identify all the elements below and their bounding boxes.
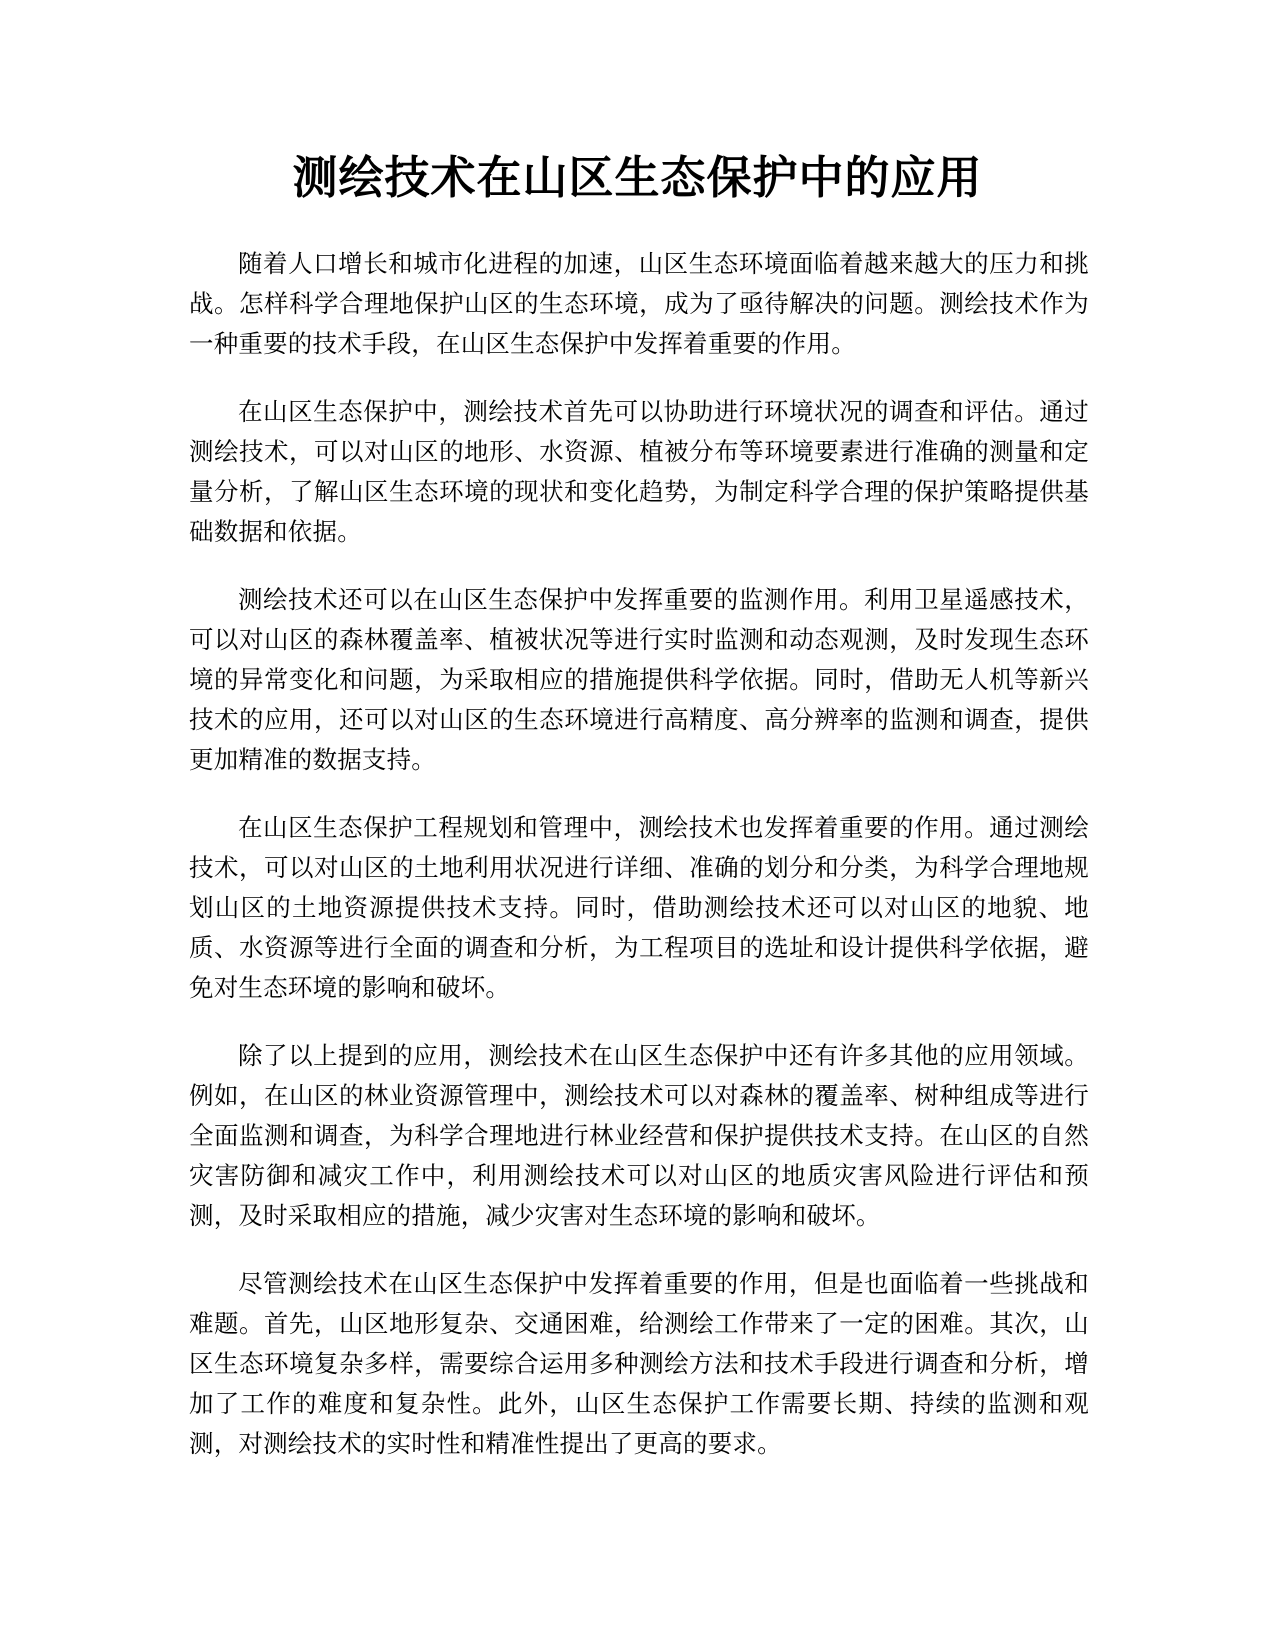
paragraph: 测绘技术还可以在山区生态保护中发挥重要的监测作用。利用卫星遥感技术，可以对山区的森林覆盖率、植被状况等进行实时监测和动态观测，及时发现生态环境的异常变化和问题，为采取相应的措施提供科学依据。同时，借助无人机等新兴技术的应用，还可以对山区的生态环境进行高精度、高分辨率的监测和调查，提供更加精准的数据支持。: [189, 585, 1089, 774]
document-body: [189, 244, 1089, 1492]
paragraph: 在山区生态保护工程规划和管理中，测绘技术也发挥着重要的作用。通过测绘技术，可以对山区的土地利用状况进行详细、准确的划分和分类，为科学合理地规划山区的土地资源提供技术支持。同时，借助测绘技术还可以对山区的地貌、地质、水资源等进行全面的调查和分析，为工程项目的选址和设计提供科学依据，避免对生态环境的影响和破坏。: [189, 813, 1089, 1002]
paragraph: 随着人口增长和城市化进程的加速，山区生态环境面临着越来越大的压力和挑战。怎样科学合理地保护山区的生态环境，成为了亟待解决的问题。测绘技术作为一种重要的技术手段，在山区生态保护中发挥着重要的作用。: [189, 249, 1089, 358]
document-title: 测绘技术在山区生态保护中的应用: [292, 151, 983, 204]
paragraph: 除了以上提到的应用，测绘技术在山区生态保护中还有许多其他的应用领域。例如，在山区的林业资源管理中，测绘技术可以对森林的覆盖率、树种组成等进行全面监测和调查，为科学合理地进行林业经营和保护提供技术支持。在山区的自然灾害防御和减灾工作中，利用测绘技术可以对山区的地质灾害风险进行评估和预测，及时采取相应的措施，减少灾害对生态环境的影响和破坏。: [189, 1041, 1089, 1230]
paragraph: 尽管测绘技术在山区生态保护中发挥着重要的作用，但是也面临着一些挑战和难题。首先，山区地形复杂、交通困难，给测绘工作带来了一定的困难。其次，山区生态环境复杂多样，需要综合运用多种测绘方法和技术手段进行调查和分析，增加了工作的难度和复杂性。此外，山区生态保护工作需要长期、持续的监测和观测，对测绘技术的实时性和精准性提出了更高的要求。: [189, 1269, 1089, 1458]
paragraph: 在山区生态保护中，测绘技术首先可以协助进行环境状况的调查和评估。通过测绘技术，可以对山区的地形、水资源、植被分布等环境要素进行准确的测量和定量分析，了解山区生态环境的现状和变化趋势，为制定科学合理的保护策略提供基础数据和依据。: [189, 397, 1089, 546]
